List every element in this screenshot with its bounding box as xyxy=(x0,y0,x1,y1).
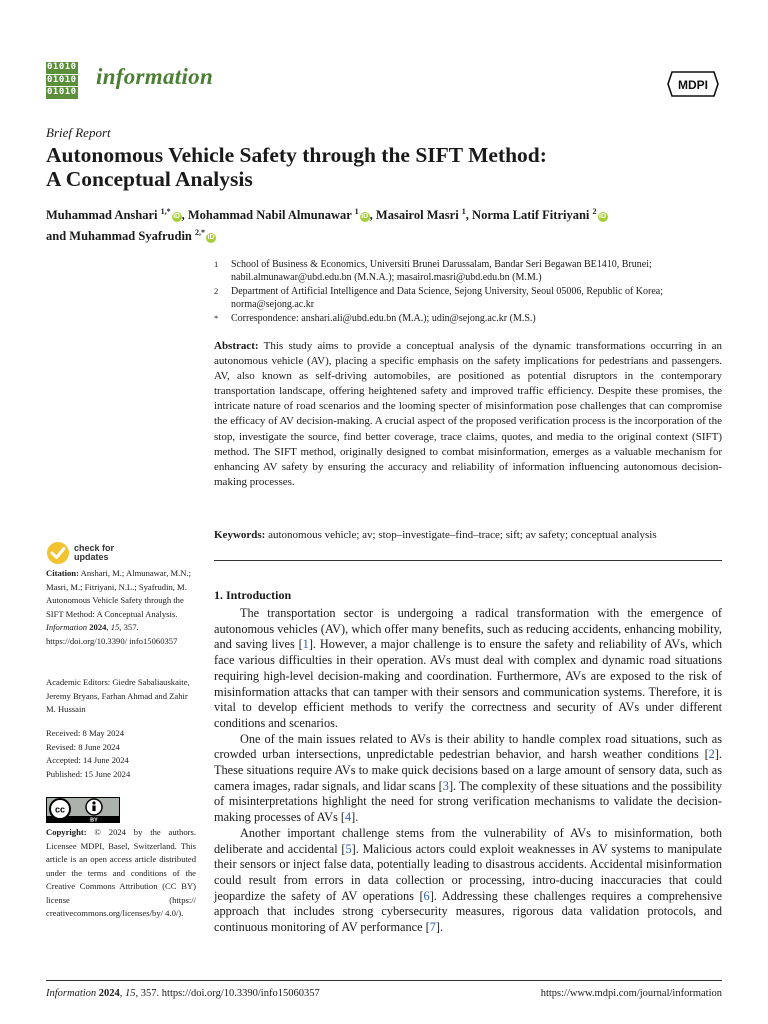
affiliation-number: 2 xyxy=(214,286,219,296)
reference-link[interactable]: 6 xyxy=(423,888,430,903)
author-name[interactable]: Masairol Masri xyxy=(375,208,459,223)
affiliation-number: * xyxy=(214,313,219,323)
logo-row: 01010 xyxy=(47,87,77,97)
paragraph-text: ]. However, a major challenge is to ensure the safety and reliability of AVs, which face various difficulties in their operation. AVs must deal with complex and dynamic road situations requiring high-level decision-making and coordination. Furthermore, AVs are exposed to the risk of misinformation attacks that can tamper with their sensors and communication systems. Therefore, it is vital to develop efficient methods to verify the correctness and security of AVs under different conditions and scenarios. xyxy=(214,637,722,730)
author-affil-sup: 2 xyxy=(592,207,597,216)
body-paragraph xyxy=(214,606,722,732)
article-title xyxy=(46,143,736,191)
paragraph-text: ]. The complexity of these situations and the possibility of misinterpretations highlight the need for strong verification mechanisms to validate the decision-making processes of AVs [ xyxy=(214,778,722,825)
abstract-label: Abstract: xyxy=(214,340,259,352)
footer-journal-url[interactable]: https://www.mdpi.com/journal/information xyxy=(540,988,722,999)
publication-dates xyxy=(46,727,196,781)
author-affil-sup: 1 xyxy=(461,207,466,216)
svg-text:cc: cc xyxy=(54,804,66,815)
paragraph-text: ]. Malicious actors could exploit weaknesses in AV systems to manipulate their sensors or inject false data, potentially leading to disastrous accidents. Accidental misinformation could result from errors in data collection or processing, intro-ducing inaccuracies that could jeopardize the safety of AV operations [ xyxy=(214,841,722,903)
footer-year: 2024 xyxy=(98,988,120,999)
author-affil-sup: 2,* xyxy=(195,228,206,238)
affiliations xyxy=(214,258,724,326)
paragraph-text: ]. xyxy=(435,920,444,935)
reference-link[interactable]: 5 xyxy=(345,841,352,856)
reference-link[interactable]: 1 xyxy=(302,637,309,652)
footer-divider xyxy=(46,980,722,981)
affiliation-text: School of Business & Economics, Universiti Brunei Darussalam, Bandar Seri Begawan BE1410, Brunei; nabil.almunawar@ubd.edu.bn (M.N.A.); masairol.masri@ubd.edu.bn (M.M.) xyxy=(231,259,652,283)
footer-citation: Information 2024, 15, 357. https://doi.org/10.3390/info15060357 xyxy=(46,988,320,999)
article-type: Brief Report xyxy=(46,125,111,140)
check-for-updates-label: check for updates xyxy=(74,542,115,562)
author-name[interactable]: Muhammad Syafrudin xyxy=(69,229,192,244)
footer-journal: Information xyxy=(46,988,97,999)
keywords xyxy=(214,528,722,543)
body-paragraph xyxy=(214,826,722,936)
copyright-notice xyxy=(46,826,196,921)
cc-by-text: BY xyxy=(90,817,98,823)
footer-doi[interactable]: , 357. https://doi.org/10.3390/info15060357 xyxy=(135,988,320,999)
reference-link[interactable]: 7 xyxy=(429,920,436,935)
date-received: Received: 8 May 2024 xyxy=(46,728,125,738)
paragraph-text: ]. Addressing these challenges requires a comprehensive approach that includes strong cybersecurity measures, rigorous data validation protocols, and continuous monitoring of AV performance [ xyxy=(214,888,722,935)
footer-volume: 15 xyxy=(125,988,136,999)
citation-volume: 15 xyxy=(110,622,120,632)
body-paragraph xyxy=(214,732,722,826)
cc-by-license-badge[interactable] xyxy=(46,797,120,823)
author-list: Muhammad Anshari $^{1,*}$iD , Mohammad Nabil Almunawar $^1$iD , Masairol Masri $^1$, Norma Latif Fitriyani $^2$iD and Muhammad Syafrudin $^{2,*}$iD xyxy=(46,207,607,244)
check-for-updates-badge[interactable] xyxy=(46,540,156,566)
citation-journal: Information xyxy=(46,622,88,632)
reference-link[interactable]: 4 xyxy=(344,810,352,825)
correspondence-text: Correspondence: anshari.ali@ubd.edu.bn (M.A.); udin@sejong.ac.kr (M.S.) xyxy=(231,313,536,324)
author-name[interactable]: Norma Latif Fitriyani xyxy=(472,208,590,223)
logo-row: 01010 xyxy=(47,74,77,85)
orcid-icon[interactable]: iD xyxy=(207,234,215,242)
abstract xyxy=(214,339,722,490)
keywords-label: Keywords: xyxy=(214,529,266,541)
orcid-icon[interactable]: iD xyxy=(361,213,369,221)
keywords-text: autonomous vehicle; av; stop–investigate–find–trace; sift; av safety; conceptual analysis xyxy=(268,529,657,541)
logo-row: 01010 xyxy=(47,62,77,72)
title-line: Autonomous Vehicle Safety through the SIFT Method: xyxy=(46,143,547,167)
author-name[interactable]: Mohammad Nabil Almunawar xyxy=(187,208,352,223)
orcid-icon[interactable]: iD xyxy=(599,213,607,221)
body-text xyxy=(214,606,722,936)
mdpi-logo[interactable] xyxy=(666,70,720,98)
author-affil-sup: 1 xyxy=(354,207,359,216)
academic-editors: Academic Editors: Giedre Sabaliauskaite, Jeremy Bryans, Farhan Ahmad and Zahir M. Hussain xyxy=(46,677,190,714)
author-name[interactable]: Muhammad Anshari xyxy=(46,208,158,223)
orcid-icon[interactable]: iD xyxy=(173,213,181,221)
paragraph-text: ]. These situations require AVs to make quick decisions based on a large amount of sensory data, such as camera images, radar signals, and lidar scans [ xyxy=(214,747,722,793)
citation-text: Anshari, M.; Almunawar, M.N.; Masri, M.; Fitriyani, N.L.; Syafrudin, M. Autonomous Vehicle Safety through the SIFT Method: A Conceptual Analysis. xyxy=(46,568,192,619)
paragraph-text: The transportation sector is undergoing a radical transformation with the emergence of autonomous vehicles (AV), which offer many benefits, such as reducing accidents, enhancing mobility, and saving lives [ xyxy=(214,606,722,652)
title-line: A Conceptual Analysis xyxy=(46,167,253,191)
affiliation-item xyxy=(214,258,724,284)
date-revised: Revised: 8 June 2024 xyxy=(46,741,120,752)
check-updates-icon xyxy=(46,541,70,565)
date-published: Published: 15 June 2024 xyxy=(46,768,131,779)
journal-name[interactable]: information xyxy=(96,64,214,89)
reference-link[interactable]: 2 xyxy=(708,747,715,762)
section-heading: 1. Introduction xyxy=(214,588,292,602)
author-affil-sup: 1,* xyxy=(160,207,171,216)
citation-doi[interactable]: , 357. https://doi.org/10.3390/ info15060357 xyxy=(46,622,178,646)
paragraph-text: One of the main issues related to AVs is their ability to handle complex road situations, such as crowded urban intersections, unpredictable pedestrian behavior, and harsh weather conditions [ xyxy=(214,731,722,762)
date-accepted: Accepted: 14 June 2024 xyxy=(46,755,129,765)
reference-link[interactable]: 3 xyxy=(442,778,449,793)
affiliation-number: 1 xyxy=(214,259,219,269)
section-divider xyxy=(214,560,722,561)
copyright-label: Copyright: xyxy=(46,827,87,837)
paragraph-text: ]. xyxy=(351,810,359,825)
correspondence xyxy=(214,312,724,325)
journal-logo xyxy=(46,62,88,102)
citation-block: Citation: Anshari, M.; Almunawar, M.N.; Masri, M.; Fitriyani, N.L.; Syafrudin, M. Autonomous Vehicle Safety through the SIFT Method: A Conceptual Analysis. Information 2024, 15, 357. https://doi.org/10.3390/ info15060357 xyxy=(46,568,192,646)
mdpi-logo-text: MDPI xyxy=(678,78,708,92)
author-and: and xyxy=(46,229,67,244)
paragraph-text: Another important challenge stems from the vulnerability of AVs to misinformation, both deliberate and accidental [ xyxy=(214,825,722,856)
citation-label: Citation: xyxy=(46,568,79,578)
citation-year: 2024 xyxy=(89,622,107,632)
copyright-text: © 2024 by the authors. Licensee MDPI, Basel, Switzerland. This article is an open access article distributed under the terms and conditions of the Creative Commons Attribution (CC BY) license (https:// creativecommons.org/licenses/by/ 4.0/). xyxy=(46,827,196,918)
affiliation-item xyxy=(214,285,724,311)
affiliation-text: Department of Artificial Intelligence and Data Science, Sejong University, Seoul 05006, Republic of Korea; norma@sejong.ac.kr xyxy=(231,286,664,310)
abstract-text: This study aims to provide a conceptual analysis of the dynamic transformations occurring in an autonomous vehicle (AV), placing a specific emphasis on the safety implications for pedestrians and passengers. AV, also known as self-driving automobiles, are positioned as potential disruptors in the contemporary transportation landscape, offering heightened safety and improved traffic efficiency. Despite these promises, the intricate nature of road scenarios and the looming specter of misinformation pose challenges that can compromise the efficacy of AV decision-making. A crucial aspect of the proposed verification process is the incorporation of the stop, investigate the source, find better coverage, trace claims, quotes, and media to the original context (SIFT) method. The SIFT method, originally designed to combat misinformation, emerges as a valuable mechanism for enhancing AV safety by ensuring the accuracy and reliability of information influencing autonomous decision-making processes. xyxy=(214,340,722,488)
